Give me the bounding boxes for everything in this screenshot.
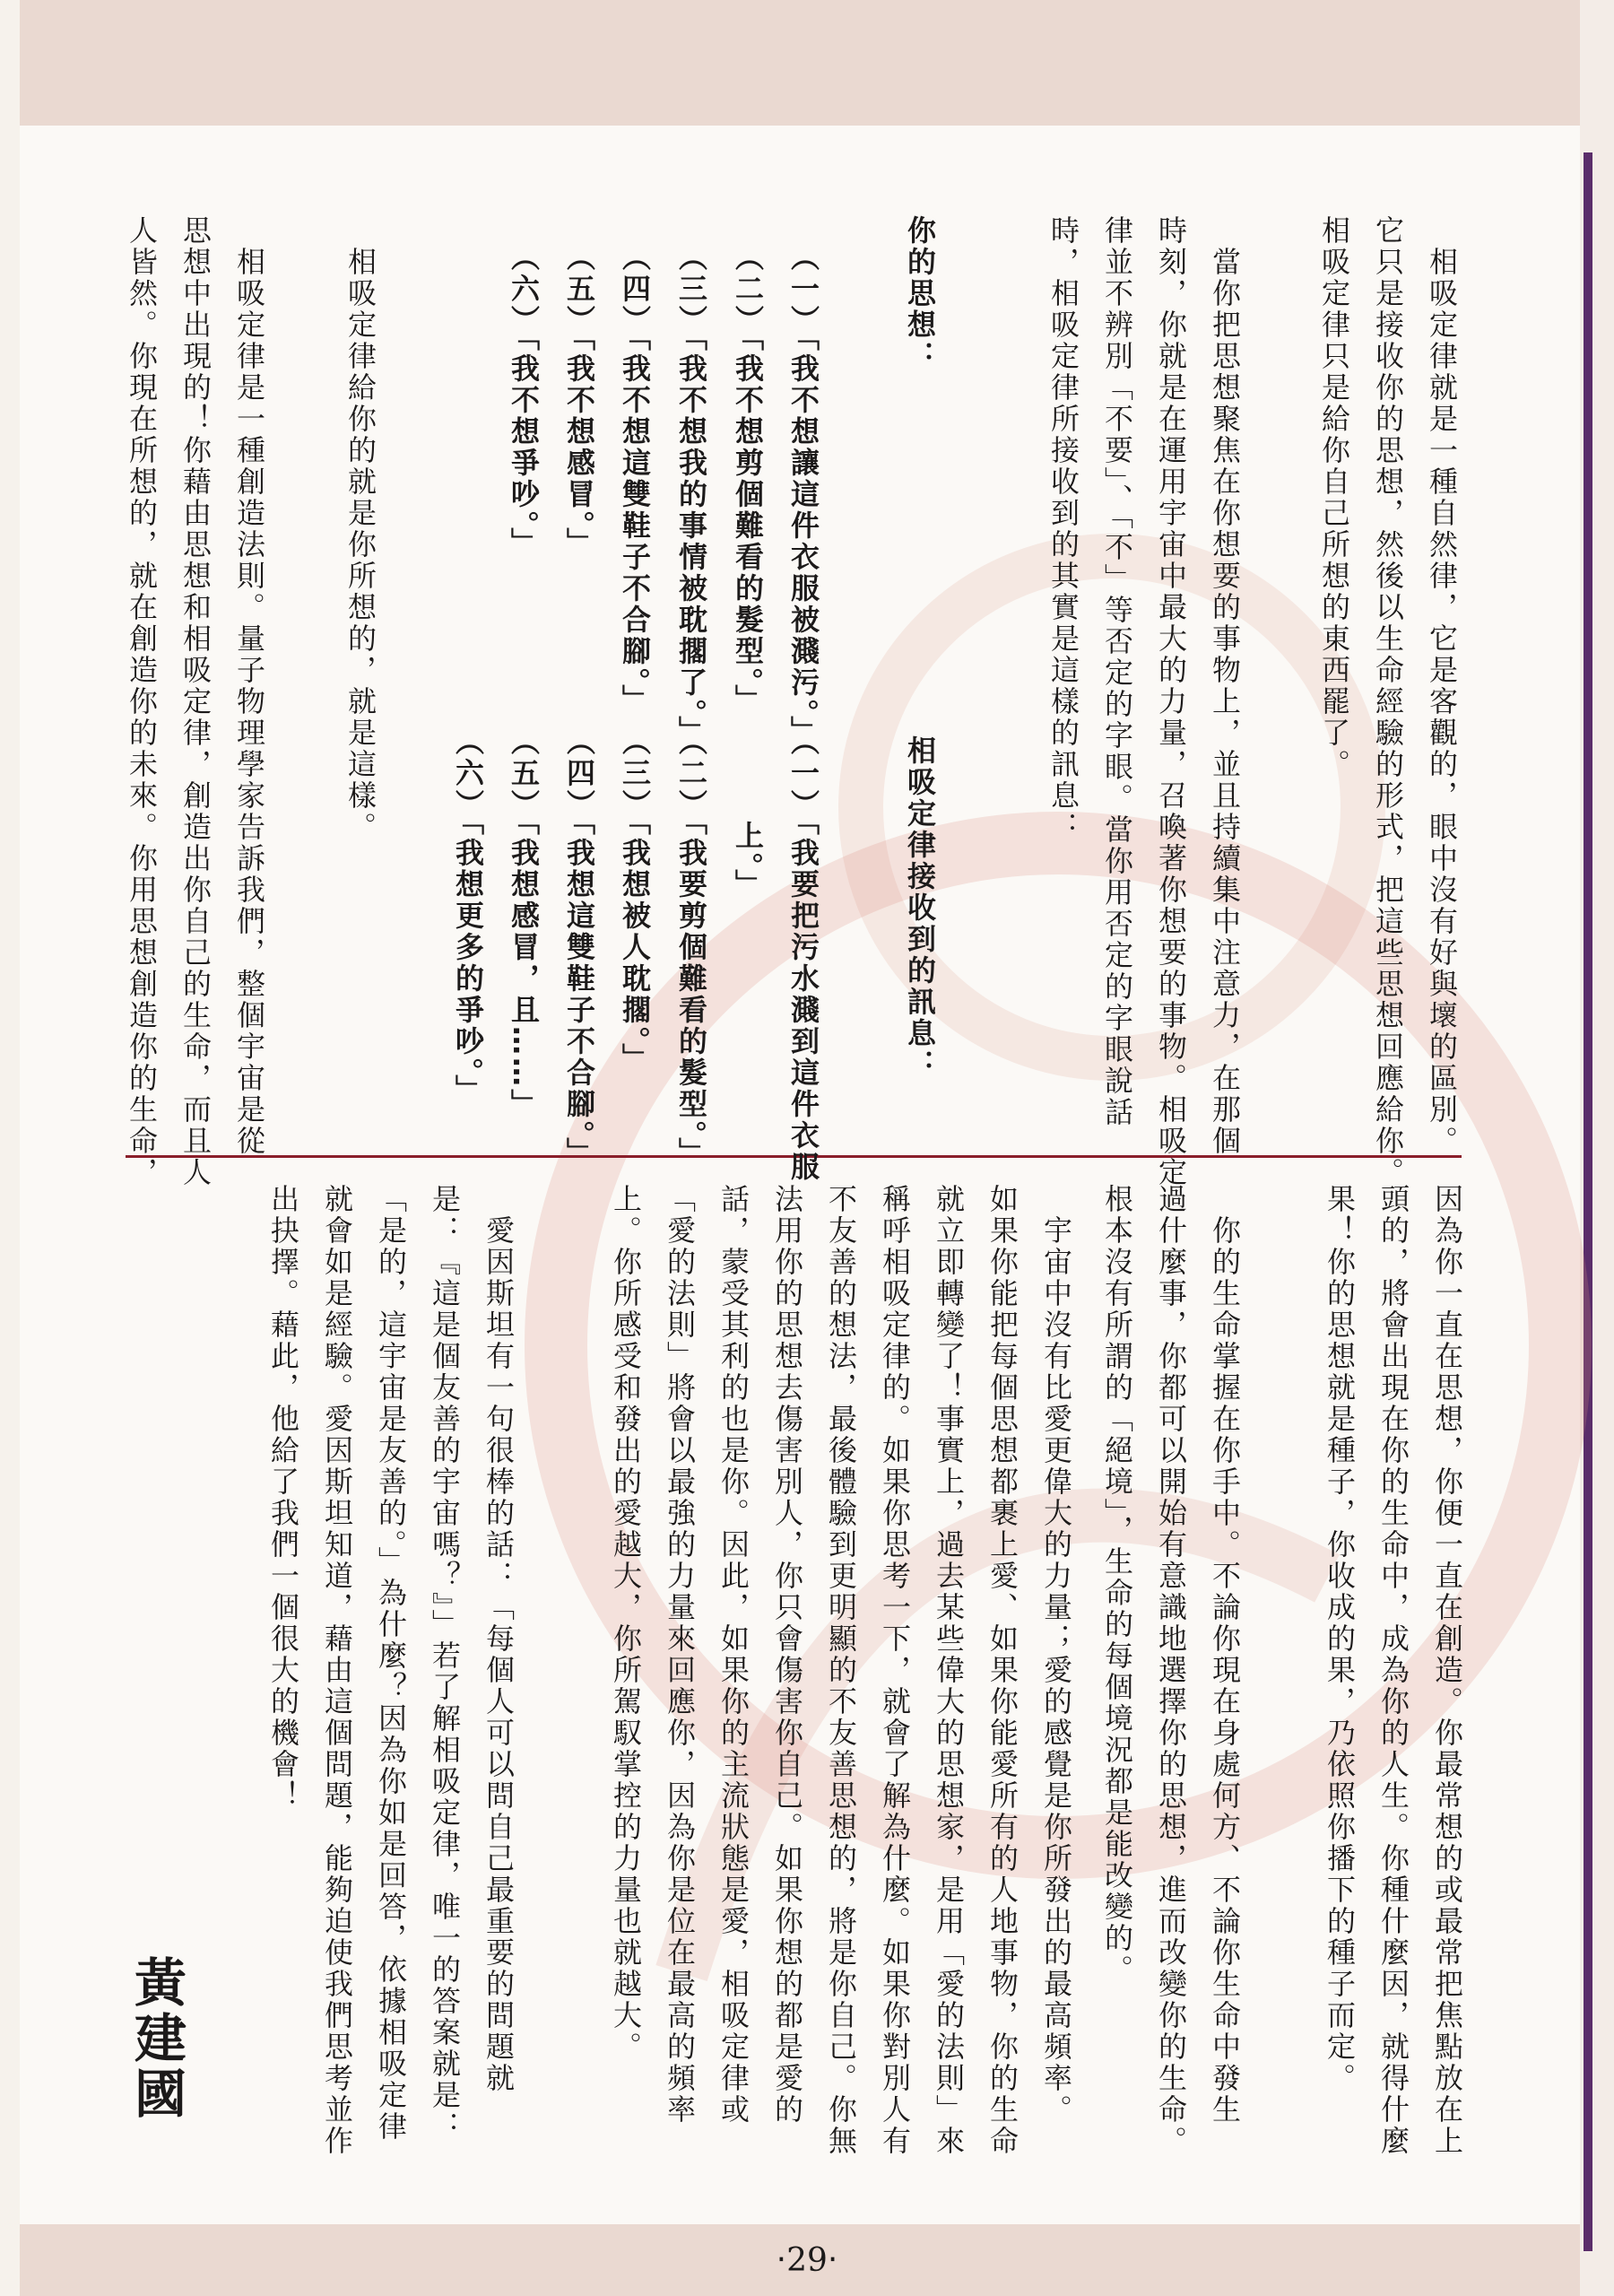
- text-column: 出抉擇。藉此，他給了我們一個很大的機會！: [266, 1184, 300, 1812]
- received-heading: 相吸定律接收到的訊息：: [903, 735, 937, 1081]
- text-column: （一）「我要把污水濺到這件衣服: [786, 726, 820, 1183]
- summary-paragraph: 相吸定律給你的就是你所想的，就是這樣。: [343, 215, 377, 843]
- text-column: 愛因斯坦有一句很棒的話：「每個人可以問自己最重要的問題就: [482, 1184, 516, 2094]
- text-column: （二）「我要剪個難看的髮型。」: [674, 726, 708, 1169]
- text-column: 上。」: [731, 726, 765, 900]
- text-column: 相吸定律只是給你自己所想的東西罷了。: [1317, 215, 1351, 780]
- author-signature: 黃建國: [126, 1955, 187, 2122]
- text-column: 就立即轉變了！事實上，過去某些偉大的思想家，是用「愛的法則」來: [932, 1184, 966, 2157]
- text-column: （六）「我想更多的爭吵。」: [451, 726, 485, 1106]
- text-column: 律並不辨別「不要」、「不」等否定的字眼。當你用否定的字眼說話: [1100, 215, 1134, 1128]
- text-column: 相吸定律就是一種自然律，它是客觀的，眼中沒有好與壞的區別。: [1425, 215, 1459, 1157]
- text-column: 人皆然。你現在所想的，就在創造你的未來。你用思想創造你的生命，: [125, 215, 159, 1188]
- text-column: 話，蒙受其利的也是你。因此，如果你的主流狀態是愛，相吸定律或: [716, 1184, 751, 2126]
- page-number: ‧29‧: [776, 2242, 838, 2279]
- thoughts-heading: 你的思想：: [903, 215, 937, 372]
- text-column: 稱呼相吸定律的。如果你思考一下，就會了解為什麼。如果你對別人有: [878, 1184, 912, 2157]
- text-column: 思想中出現的！你藉由思想和相吸定律，創造出你自己的生命，而且人: [178, 215, 213, 1188]
- text-column: 相吸定律是一種創造法則。量子物理學家告訴我們，整個宇宙是從: [232, 215, 266, 1157]
- text-column: （三）「我不想我的事情被耽擱了。」: [674, 242, 708, 747]
- top-header-band: [20, 0, 1580, 126]
- text-column: 宇宙中沒有比愛更偉大的力量；愛的感覺是你所發出的最高頻率。: [1039, 1184, 1073, 2126]
- text-column: 你的生命掌握在你手中。不論你現在身處何方、不論你生命中發生: [1208, 1184, 1242, 2126]
- text-column: 「是的，這宇宙是友善的。」為什麼？因為你如是回答，依據相吸定律: [374, 1184, 408, 2143]
- text-column: 果！你的思想就是種子，你收成的果，乃依照你播下的種子而定。: [1323, 1184, 1357, 2094]
- text-column: （六）「我不想爭吵。」: [507, 242, 541, 559]
- text-column: 根本沒有所謂的「絕境」，生命的每個境況都是能改變的。: [1100, 1184, 1134, 1986]
- text-column: （四）「我想這雙鞋子不合腳。」: [562, 726, 596, 1169]
- text-column: 它只是接收你的思想，然後以生命經驗的形式，把這些思想回應給你。: [1371, 215, 1405, 1188]
- text-column: （一）「我不想讓這件衣服被濺污。」: [786, 242, 820, 747]
- text-column: 是：『這是個友善的宇宙嗎？』」若了解相吸定律，唯一的答案就是：: [428, 1184, 462, 2143]
- text-column: 時刻，你就是在運用宇宙中最大的力量，召喚著你想要的事物。相吸定: [1154, 215, 1188, 1188]
- text-column: 就會如是經驗。愛因斯坦知道，藉由這個問題，能夠迫使我們思考並作: [320, 1184, 354, 2157]
- text-column: （五）「我不想感冒。」: [562, 242, 596, 559]
- text-column: 「愛的法則」將會以最強的力量來回應你，因為你是位在最高的頻率: [663, 1184, 697, 2126]
- text-column: （二）「我不想剪個難看的髮型。」: [731, 242, 765, 716]
- text-column: 因為你一直在思想，你便一直在創造。你最常想的或最常把焦點放在上: [1430, 1184, 1464, 2157]
- text-column: （四）「我不想這雙鞋子不合腳。」: [618, 242, 652, 716]
- text-column: 法用你的思想去傷害別人，你只會傷害你自己。如果你想的都是愛的: [770, 1184, 804, 2126]
- text-column: 當你把思想聚焦在你想要的事物上，並且持續集中注意力，在那個: [1208, 215, 1242, 1157]
- text-column: 上。你所感受和發出的愛越大，你所駕馭掌控的力量也就越大。: [609, 1184, 643, 2063]
- chapter-edge-bar: [1584, 152, 1592, 2251]
- text-column: 過什麼事，你都可以開始有意識地選擇你的思想，進而改變你的生命。: [1154, 1184, 1188, 2157]
- text-column: （三）「我想被人耽擱。」: [618, 726, 652, 1074]
- text-column: 頭的，將會出現在你的生命中，成為你的人生。你種什麼因，就得什麼: [1376, 1184, 1410, 2157]
- text-column: 不友善的想法，最後體驗到更明顯的不友善思想的，將是你自己。你無: [824, 1184, 858, 2157]
- text-column: 時，相吸定律所接收到的其實是這樣的訊息：: [1046, 215, 1080, 843]
- text-column: 如果你能把每個思想都裹上愛、如果你能愛所有的人地事物，你的生命: [985, 1184, 1020, 2157]
- text-column: （五）「我想感冒，且……」: [507, 726, 541, 1120]
